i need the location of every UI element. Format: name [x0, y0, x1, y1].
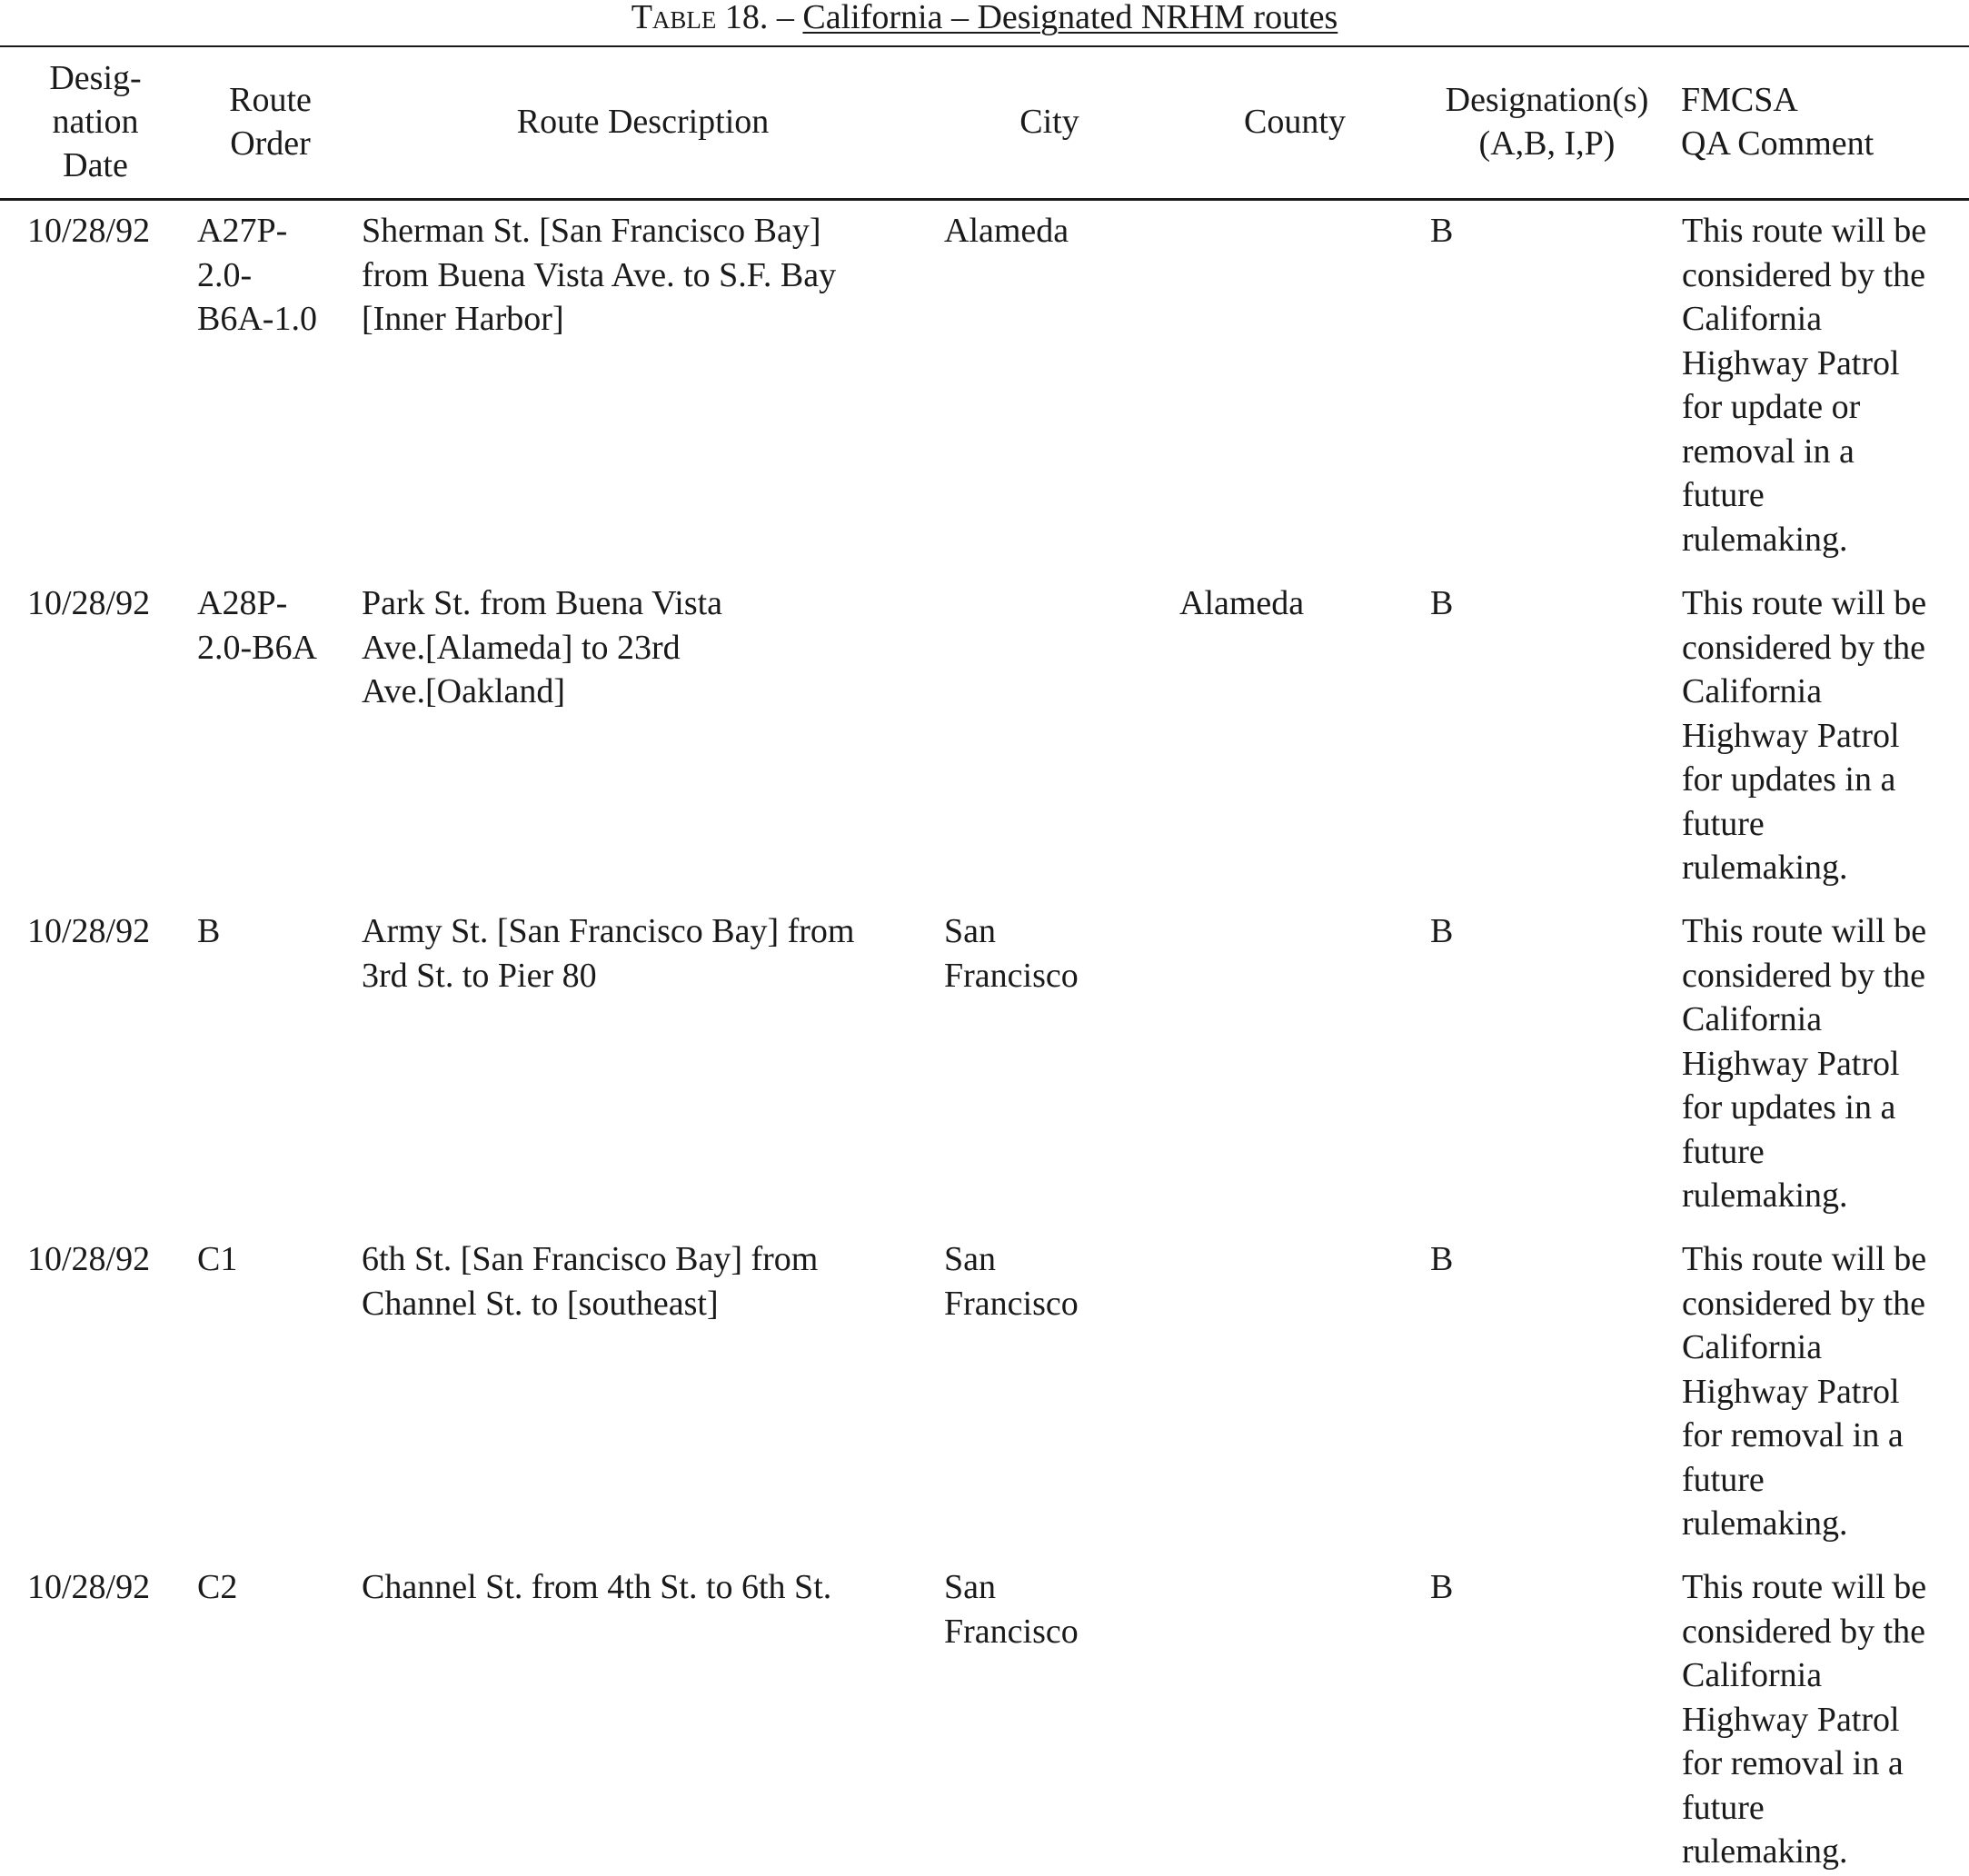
cell-route-order: A28P- 2.0-B6A	[197, 584, 317, 667]
cell-designation: B	[1430, 1240, 1454, 1278]
table-caption-prefix: Table 18. –	[631, 0, 794, 36]
cell-designation: B	[1430, 912, 1454, 950]
cell-route-description: Army St. [San Francisco Bay] from 3rd St. to Pier 80	[362, 912, 855, 995]
header-fmcsa-qa-comment: FMCSA QA Comment	[1681, 81, 1875, 163]
header-designations: Designation(s) (A,B, I,P)	[1445, 81, 1649, 163]
header-city: City	[1019, 103, 1079, 141]
cell-county: Alameda	[1179, 584, 1305, 622]
cell-designation-date: 10/28/92	[27, 212, 151, 250]
cell-fmcsa-comment: This route will be considered by the California Highway Patrol for updates in a future rulemaking.	[1682, 912, 1927, 1215]
cell-designation-date: 10/28/92	[27, 1568, 151, 1606]
cell-route-description: Sherman St. [San Francisco Bay] from Buena Vista Ave. to S.F. Bay [Inner Harbor]	[362, 212, 837, 338]
cell-designation-date: 10/28/92	[27, 1240, 151, 1278]
cell-route-order: A27P- 2.0- B6A-1.0	[197, 212, 317, 338]
cell-route-order: C2	[197, 1568, 238, 1606]
cell-route-description: Channel St. from 4th St. to 6th St.	[362, 1568, 832, 1606]
cell-designation: B	[1430, 584, 1454, 622]
cell-city: Alameda	[944, 212, 1069, 250]
header-designation-date: Desig- nation Date	[49, 59, 142, 184]
cell-route-description: Park St. from Buena Vista Ave.[Alameda] to 23rd Ave.[Oakland]	[362, 584, 723, 710]
cell-route-description: 6th St. [San Francisco Bay] from Channel St. to [southeast]	[362, 1240, 819, 1323]
header-route-order: Route Order	[229, 81, 312, 163]
table-caption-title: California – Designated NRHM routes	[802, 0, 1338, 36]
cell-designation: B	[1430, 1568, 1454, 1606]
cell-fmcsa-comment: This route will be considered by the California Highway Patrol for updates in a future rulemaking.	[1682, 584, 1927, 887]
header-county: County	[1244, 103, 1346, 141]
table-caption	[0, 0, 1969, 45]
cell-fmcsa-comment: This route will be considered by the California Highway Patrol for removal in a future rulemaking.	[1682, 1240, 1927, 1543]
cell-city: San Francisco	[944, 1568, 1079, 1651]
header-route-description: Route Description	[516, 103, 770, 141]
cell-designation: B	[1430, 212, 1454, 250]
cell-designation-date: 10/28/92	[27, 912, 151, 950]
cell-fmcsa-comment: This route will be considered by the California Highway Patrol for removal in a future rulemaking.	[1682, 1568, 1927, 1871]
cell-route-order: C1	[197, 1240, 238, 1278]
cell-designation-date: 10/28/92	[27, 584, 151, 622]
cell-fmcsa-comment: This route will be considered by the California Highway Patrol for update or removal in a future rulemaking.	[1682, 212, 1927, 559]
cell-route-order: B	[197, 912, 221, 950]
cell-city: San Francisco	[944, 912, 1079, 995]
table-header-rule	[0, 198, 1969, 201]
cell-city: San Francisco	[944, 1240, 1079, 1323]
